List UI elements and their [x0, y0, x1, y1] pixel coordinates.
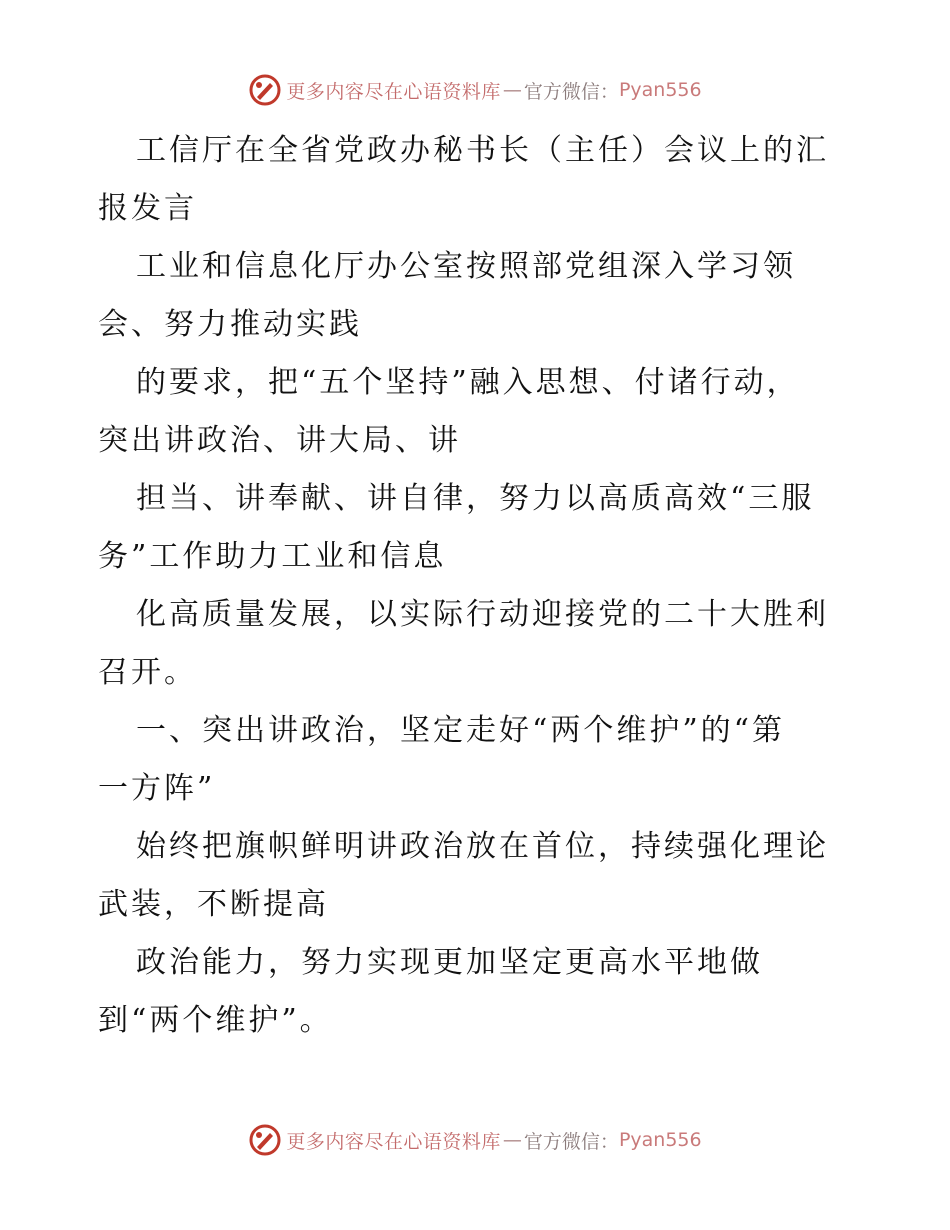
watermark-sub-text: 官方微信： [523, 80, 619, 103]
header-watermark [0, 70, 950, 110]
paragraph [98, 586, 858, 702]
paragraph-continuation: 突出讲政治、讲大局、讲 [98, 423, 461, 458]
paragraph-continuation: 到“两个维护”。 [98, 1003, 333, 1038]
red-seal-pen-icon [248, 73, 282, 107]
paragraph-first-line: 的要求，把“五个坚持”融入思想、付诸行动， [136, 365, 800, 400]
paragraph-first-line: 担当、讲奉献、讲自律，努力以高质高效“三服 [136, 481, 815, 516]
paragraph [98, 818, 858, 934]
watermark-sub-text: 官方微信： [523, 1130, 619, 1153]
paragraph [98, 238, 858, 354]
watermark-handle: Pyan556 [618, 1129, 702, 1151]
paragraph-continuation: 武装，不断提高 [98, 887, 329, 922]
paragraph-continuation: 务”工作助力工业和信息 [98, 539, 447, 574]
paragraph-continuation: 会、努力推动实践 [98, 307, 362, 342]
paragraph [98, 354, 858, 470]
paragraph-continuation: 一方阵” [98, 771, 216, 806]
paragraph [98, 470, 858, 586]
paragraph [98, 122, 858, 238]
watermark-main-text: 更多内容尽在心语资料库 [286, 80, 501, 103]
watermark-separator: — [502, 1129, 522, 1151]
watermark-handle: Pyan556 [618, 79, 702, 101]
paragraph-continuation: 召开。 [98, 655, 197, 690]
paragraph [98, 702, 858, 818]
paragraph-first-line: 政治能力，努力实现更加坚定更高水平地做 [136, 945, 763, 980]
paragraph-first-line: 工信厅在全省党政办秘书长（主任）会议上的汇 [136, 133, 829, 168]
paragraph [98, 934, 858, 1050]
watermark-main-text: 更多内容尽在心语资料库 [286, 1130, 501, 1153]
document-body [98, 122, 858, 1050]
paragraph-first-line: 一、突出讲政治，坚定走好“两个维护”的“第 [136, 713, 786, 748]
paragraph-first-line: 始终把旗帜鲜明讲政治放在首位，持续强化理论 [136, 829, 829, 864]
red-seal-pen-icon [248, 1123, 282, 1157]
paragraph-continuation: 报发言 [98, 191, 197, 226]
footer-watermark [0, 1120, 950, 1160]
watermark-separator: — [502, 79, 522, 101]
paragraph-first-line: 化高质量发展，以实际行动迎接党的二十大胜利 [136, 597, 829, 632]
paragraph-first-line: 工业和信息化厅办公室按照部党组深入学习领 [136, 249, 796, 284]
